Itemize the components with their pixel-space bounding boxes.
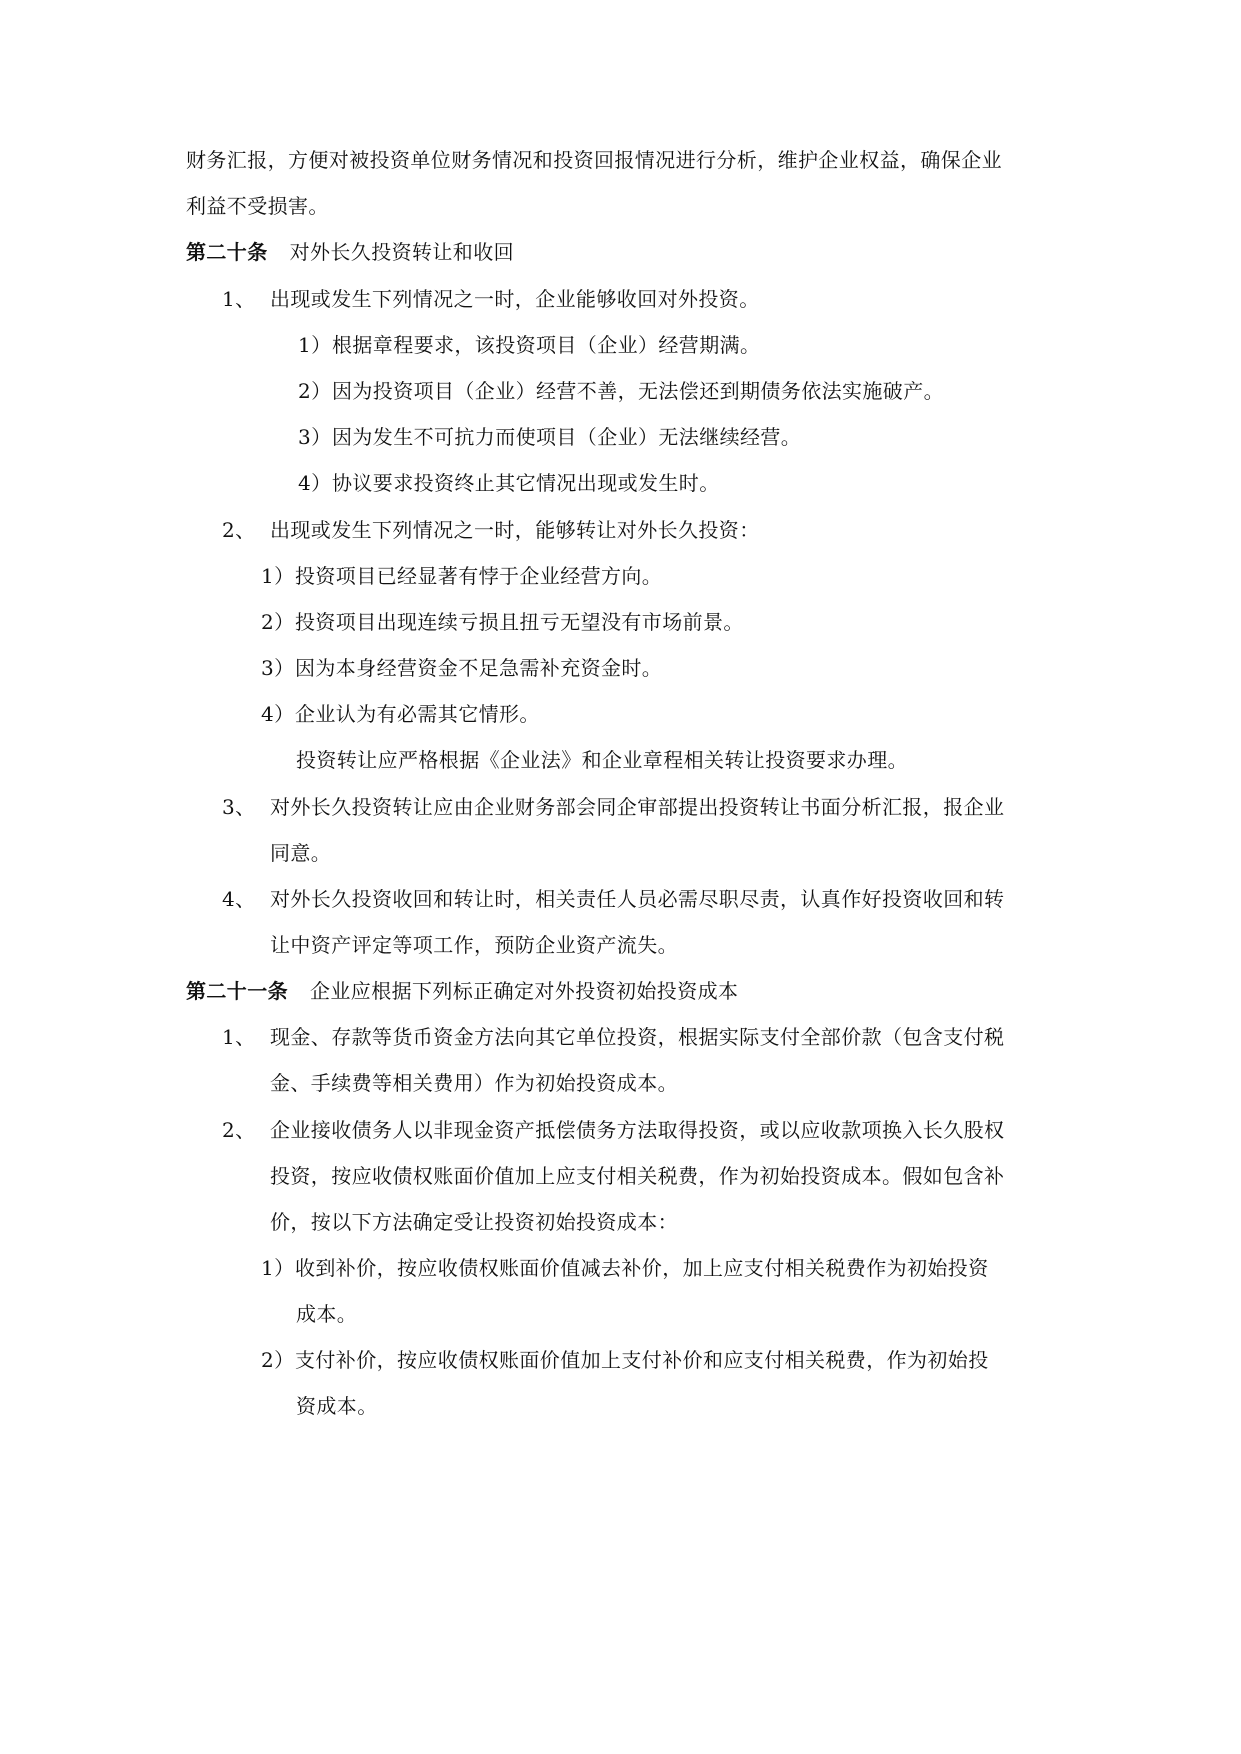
list-item <box>222 793 1004 821</box>
sub-list-item <box>261 562 662 590</box>
sub-item-text: 因为发生不可抗力而使项目（企业）无法继续经营。 <box>332 425 802 449</box>
sub-item-text: 因为投资项目（企业）经营不善，无法偿还到期债务依法实施破产。 <box>332 379 944 403</box>
list-item-number: 4、 <box>222 887 256 911</box>
sub-item-text: 资成本。 <box>296 1394 378 1418</box>
paragraph-text: 财务汇报，方便对被投资单位财务情况和投资回报情况进行分析，维护企业权益，确保企业 <box>186 148 1002 172</box>
sub-item-number: 1） <box>261 1256 295 1280</box>
list-item-number: 2、 <box>222 518 256 542</box>
sub-item-text: 根据章程要求，该投资项目（企业）经营期满。 <box>332 333 761 357</box>
note-line <box>296 746 908 774</box>
list-item-number: 1、 <box>222 287 256 311</box>
sub-list-item <box>261 1346 989 1374</box>
sub-item-text: 企业认为有必需其它情形。 <box>295 702 540 726</box>
list-item-text: 价，按以下方法确定受让投资初始投资成本： <box>270 1210 678 1234</box>
list-item-number: 2、 <box>222 1118 256 1142</box>
list-item <box>222 1023 1004 1051</box>
sub-list-item-continuation <box>296 1392 378 1420</box>
list-item-continuation <box>270 1162 1004 1190</box>
sub-item-number: 3） <box>261 656 295 680</box>
sub-list-item <box>261 700 540 728</box>
sub-list-item <box>298 423 801 451</box>
list-item-text: 让中资产评定等项工作，预防企业资产流失。 <box>270 933 678 957</box>
paragraph-line <box>186 192 329 220</box>
paragraph-line <box>186 146 1002 174</box>
article-title: 对外长久投资转让和收回 <box>289 240 515 264</box>
list-item <box>222 1116 1004 1144</box>
sub-item-text: 因为本身经营资金不足急需补充资金时。 <box>295 656 663 680</box>
sub-list-item <box>261 1254 989 1282</box>
list-item-number: 1、 <box>222 1025 256 1049</box>
note-text: 投资转让应严格根据《企业法》和企业章程相关转让投资要求办理。 <box>296 748 908 772</box>
sub-list-item <box>298 469 720 497</box>
sub-item-text: 协议要求投资终止其它情况出现或发生时。 <box>332 471 720 495</box>
sub-item-number: 1） <box>298 333 332 357</box>
list-item-text: 投资，按应收债权账面价值加上应支付相关税费，作为初始投资成本。假如包含补 <box>270 1164 1005 1188</box>
sub-list-item <box>298 331 760 359</box>
sub-item-text: 成本。 <box>296 1302 358 1326</box>
sub-item-number: 2） <box>261 610 295 634</box>
sub-item-number: 4） <box>261 702 295 726</box>
list-item-text: 对外长久投资转让应由企业财务部会同企审部提出投资转让书面分析汇报，报企业 <box>270 795 1005 819</box>
sub-list-item <box>298 377 944 405</box>
list-item-text: 出现或发生下列情况之一时，企业能够收回对外投资。 <box>270 287 760 311</box>
article-20-heading <box>186 238 514 266</box>
sub-list-item <box>261 654 662 682</box>
paragraph-text: 利益不受损害。 <box>186 194 329 218</box>
list-item-continuation <box>270 1069 678 1097</box>
sub-item-number: 3） <box>298 425 332 449</box>
article-label: 第二十条 <box>186 240 268 264</box>
list-item-continuation <box>270 1208 678 1236</box>
list-item <box>222 885 1004 913</box>
list-item-text: 企业接收债务人以非现金资产抵偿债务方法取得投资，或以应收款项换入长久股权 <box>270 1118 1005 1142</box>
sub-item-text: 投资项目出现连续亏损且扭亏无望没有市场前景。 <box>295 610 744 634</box>
article-label: 第二十一条 <box>186 979 288 1003</box>
list-item-text: 出现或发生下列情况之一时，能够转让对外长久投资： <box>270 518 760 542</box>
article-title: 企业应根据下列标正确定对外投资初始投资成本 <box>310 979 739 1003</box>
sub-item-number: 2） <box>261 1348 295 1372</box>
sub-item-text: 投资项目已经显著有悖于企业经营方向。 <box>295 564 663 588</box>
list-item <box>222 516 760 544</box>
sub-item-number: 2） <box>298 379 332 403</box>
list-item-text: 同意。 <box>270 841 332 865</box>
article-21-heading <box>186 977 738 1005</box>
sub-item-text: 支付补价，按应收债权账面价值加上支付补价和应支付相关税费，作为初始投 <box>295 1348 989 1372</box>
sub-item-number: 1） <box>261 564 295 588</box>
sub-item-number: 4） <box>298 471 332 495</box>
list-item <box>222 285 760 313</box>
list-item-text: 对外长久投资收回和转让时，相关责任人员必需尽职尽责，认真作好投资收回和转 <box>270 887 1005 911</box>
list-item-text: 现金、存款等货币资金方法向其它单位投资，根据实际支付全部价款（包含支付税 <box>270 1025 1005 1049</box>
sub-list-item-continuation <box>296 1300 357 1328</box>
sub-item-text: 收到补价，按应收债权账面价值减去补价，加上应支付相关税费作为初始投资 <box>295 1256 989 1280</box>
list-item-text: 金、手续费等相关费用）作为初始投资成本。 <box>270 1071 678 1095</box>
list-item-continuation <box>270 931 678 959</box>
sub-list-item <box>261 608 744 636</box>
list-item-continuation <box>270 839 331 867</box>
list-item-number: 3、 <box>222 795 256 819</box>
